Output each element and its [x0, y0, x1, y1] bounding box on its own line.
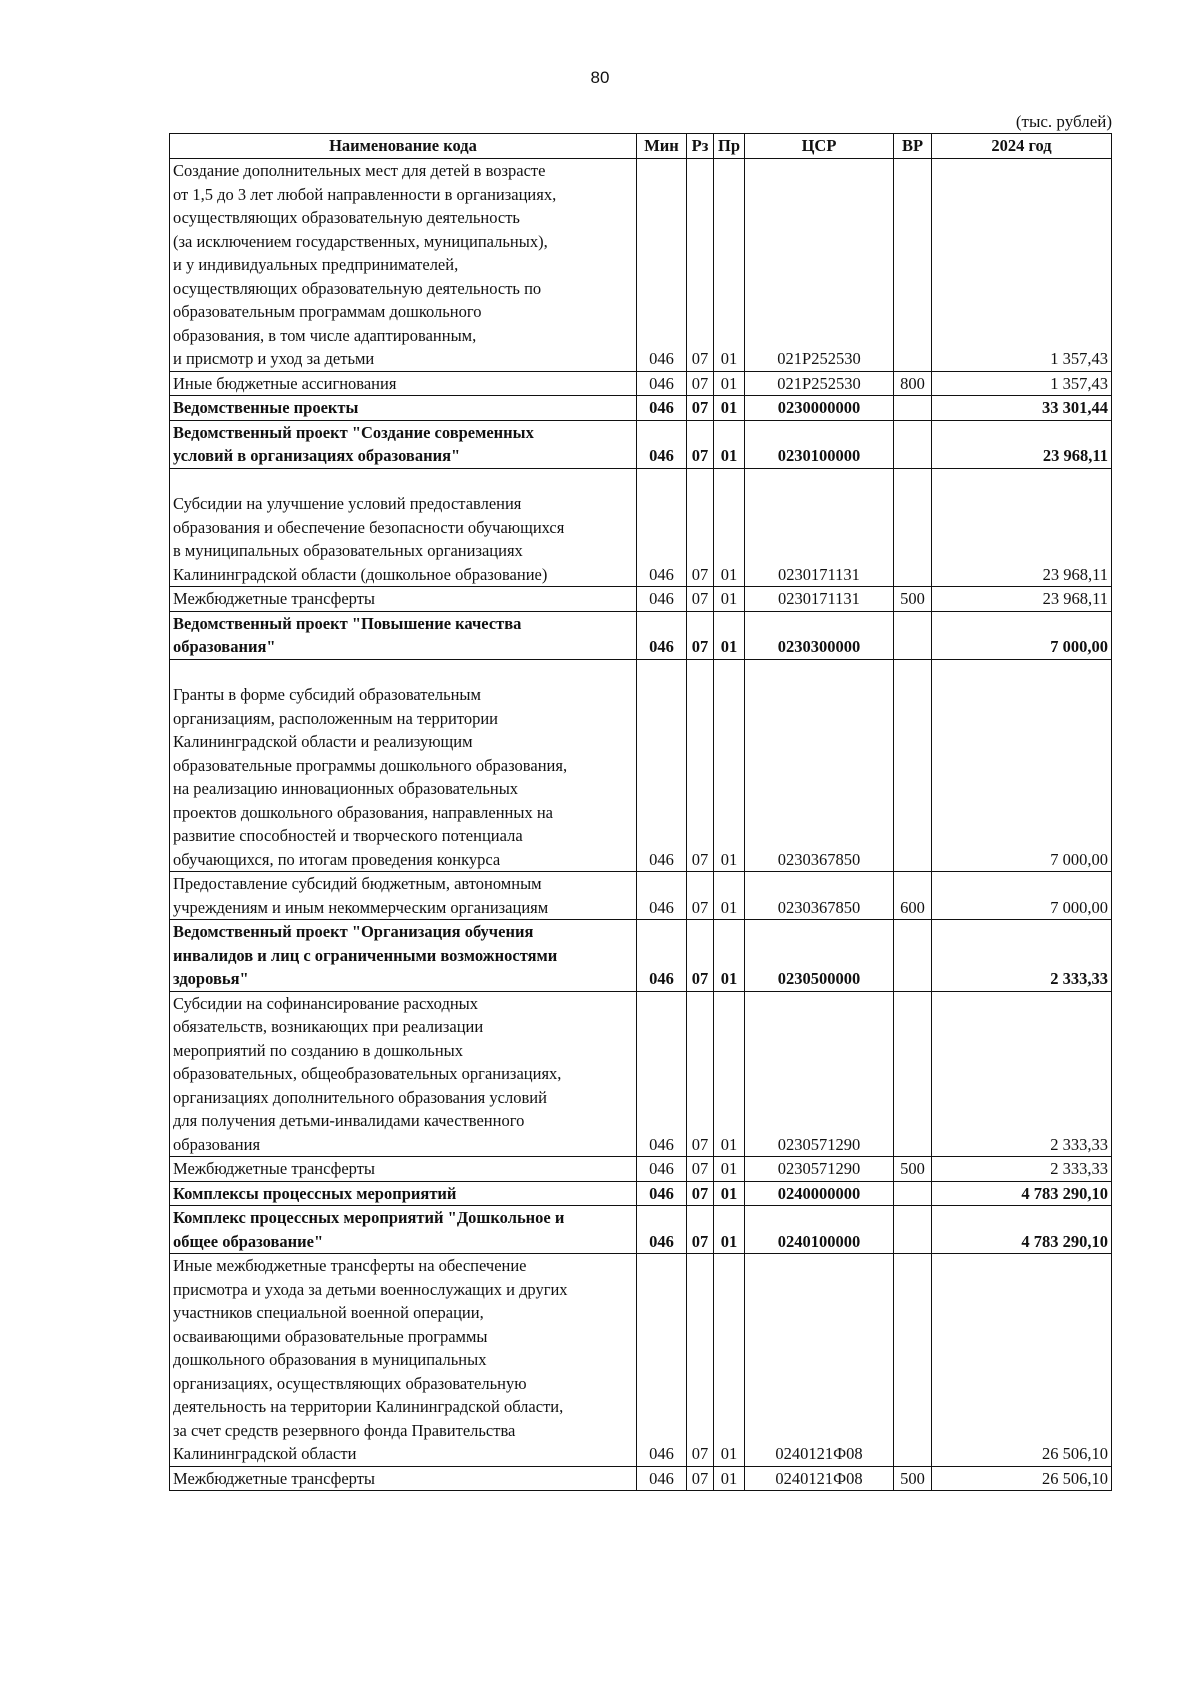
- row-rz: 07: [687, 1181, 714, 1206]
- row-amount: 7 000,00: [932, 611, 1112, 659]
- row-csr: 021P252530: [745, 371, 894, 396]
- row-min: 046: [637, 396, 687, 421]
- row-name-text: Комплекс процессных мероприятий "Дошкольное и общее образование": [173, 1208, 565, 1251]
- row-csr: 0230367850: [745, 659, 894, 872]
- row-min: 046: [637, 1254, 687, 1467]
- row-csr: 0230571290: [745, 1157, 894, 1182]
- table-row: [170, 1157, 1112, 1182]
- row-pr: 01: [714, 920, 745, 992]
- row-pr: 01: [714, 587, 745, 612]
- table-row: [170, 1181, 1112, 1206]
- row-name-text: Межбюджетные трансферты: [173, 589, 376, 608]
- row-amount: 2 333,33: [932, 1157, 1112, 1182]
- row-min: 046: [637, 420, 687, 468]
- units-label: (тыс. рублей): [1015, 112, 1112, 131]
- col-header-vr: ВР: [894, 134, 932, 159]
- row-vr: [894, 468, 932, 587]
- row-csr: 0230367850: [745, 872, 894, 920]
- row-vr: [894, 159, 932, 372]
- row-name-text: Межбюджетные трансферты: [173, 1468, 376, 1488]
- row-pr: 01: [714, 872, 745, 920]
- col-header-rz: Рз: [687, 134, 714, 159]
- row-amount: 23 968,11: [932, 420, 1112, 468]
- table-header-row: [170, 134, 1112, 159]
- row-name-text: Ведомственный проект "Организация обучения инвалидов и лиц с ограниченными возможностями здоровья": [173, 922, 558, 988]
- row-vr: [894, 396, 932, 421]
- row-min: 046: [637, 468, 687, 587]
- row-rz: 07: [687, 1254, 714, 1467]
- row-rz: 07: [687, 659, 714, 872]
- row-name-text: Ведомственные проекты: [173, 398, 359, 417]
- row-pr: 01: [714, 1466, 745, 1491]
- row-pr: 01: [714, 371, 745, 396]
- col-header-name: Наименование кода: [170, 134, 637, 159]
- row-rz: 07: [687, 396, 714, 421]
- row-vr: 600: [894, 872, 932, 920]
- row-vr: [894, 920, 932, 992]
- row-csr: 0230000000: [745, 396, 894, 421]
- row-rz: 07: [687, 420, 714, 468]
- col-header-csr: ЦСР: [745, 134, 894, 159]
- row-name-text: Комплексы процессных мероприятий: [173, 1183, 457, 1203]
- row-min: 046: [637, 159, 687, 372]
- row-vr: [894, 420, 932, 468]
- row-name: [170, 611, 637, 659]
- row-amount: 33 301,44: [932, 396, 1112, 421]
- row-amount: 4 783 290,10: [932, 1206, 1112, 1254]
- col-header-year: 2024 год: [932, 134, 1112, 159]
- table-row: [170, 1254, 1112, 1467]
- row-min: 046: [637, 1181, 687, 1206]
- row-rz: 07: [687, 991, 714, 1157]
- row-name-text: Субсидии на улучшение условий предоставления образования и обеспечение безопасности обучающихся в муниципальных образовательных организациях Калининградской области (дошкольное образование): [173, 494, 565, 584]
- row-name-text: Ведомственный проект "Повышение качества образования": [173, 613, 522, 656]
- row-amount: 1 357,43: [932, 371, 1112, 396]
- table-row: [170, 371, 1112, 396]
- row-name: [170, 991, 637, 1157]
- row-rz: 07: [687, 920, 714, 992]
- row-min: 046: [637, 920, 687, 992]
- row-csr: 0230100000: [745, 420, 894, 468]
- row-rz: 07: [687, 1206, 714, 1254]
- row-pr: 01: [714, 659, 745, 872]
- row-amount: 26 506,10: [932, 1466, 1112, 1491]
- row-name: [170, 396, 637, 421]
- row-pr: 01: [714, 1157, 745, 1182]
- table-row: [170, 1466, 1112, 1491]
- row-name: [170, 1181, 637, 1206]
- row-name-text: Создание дополнительных мест для детей в возрасте от 1,5 до 3 лет любой направленности в организациях, осуществляющих образовательную деятельность (за исключением государственных, муниципальных), и у индивидуальных предпринимателей, осуществляющих образовательную деятельность по образовательным программам дошкольного образования, в том числе адаптированным, и присмотр и уход за детьми: [173, 161, 557, 368]
- row-vr: [894, 611, 932, 659]
- row-name-text: Ведомственный проект "Создание современных условий в организациях образования": [173, 422, 534, 465]
- row-name-text: Иные бюджетные ассигнования: [173, 373, 397, 393]
- table-row: [170, 159, 1112, 372]
- row-name-text: Гранты в форме субсидий образовательным организациям, расположенным на территории Калининградской области и реализующим образовательные программы дошкольного образования, на реализацию инновационных образовательных проектов дошкольного образования, направленных на развитие способностей и творческого потенциала обучающихся, по итогам проведения конкурса: [173, 685, 568, 869]
- row-vr: 500: [894, 587, 932, 612]
- row-pr: 01: [714, 159, 745, 372]
- row-amount: 4 783 290,10: [932, 1181, 1112, 1206]
- row-amount: 2 333,33: [932, 920, 1112, 992]
- row-csr: 0230500000: [745, 920, 894, 992]
- row-name: [170, 1254, 637, 1467]
- row-name: [170, 1206, 637, 1254]
- row-pr: 01: [714, 1254, 745, 1467]
- row-amount: 2 333,33: [932, 991, 1112, 1157]
- table-row: [170, 468, 1112, 587]
- row-name-text: Межбюджетные трансферты: [173, 1159, 376, 1178]
- table-row: [170, 872, 1112, 920]
- row-rz: 07: [687, 611, 714, 659]
- table-row: [170, 396, 1112, 421]
- budget-table: [169, 133, 1112, 1491]
- row-name: [170, 587, 637, 612]
- row-csr: 021P252530: [745, 159, 894, 372]
- row-pr: 01: [714, 468, 745, 587]
- row-csr: 0240100000: [745, 1206, 894, 1254]
- row-vr: [894, 659, 932, 872]
- row-name: [170, 420, 637, 468]
- row-rz: 07: [687, 1466, 714, 1491]
- row-amount: 1 357,43: [932, 159, 1112, 372]
- row-name: [170, 920, 637, 992]
- row-name: [170, 468, 637, 587]
- row-vr: 800: [894, 371, 932, 396]
- row-rz: 07: [687, 468, 714, 587]
- col-header-min: Мин: [637, 134, 687, 159]
- row-min: 046: [637, 611, 687, 659]
- table-row: [170, 587, 1112, 612]
- row-name: [170, 371, 637, 396]
- table-row: [170, 659, 1112, 872]
- row-name-text: Иные межбюджетные трансферты на обеспечение присмотра и ухода за детьми военнослужащих и других участников специальной военной операции, осваивающими образовательные программы дошкольного образования в муниципальных организациях, осуществляющих образовательную деятельность на территории Калининградской области, за счет средств резервного фонда Правительства Калининградской области: [173, 1256, 568, 1463]
- row-name: [170, 659, 637, 872]
- table-row: [170, 920, 1112, 992]
- row-amount: 23 968,11: [932, 587, 1112, 612]
- row-vr: [894, 1181, 932, 1206]
- row-min: 046: [637, 872, 687, 920]
- row-csr: 0230571290: [745, 991, 894, 1157]
- table-body: [170, 159, 1112, 1491]
- row-min: 046: [637, 1206, 687, 1254]
- table-row: [170, 611, 1112, 659]
- row-vr: 500: [894, 1466, 932, 1491]
- row-pr: 01: [714, 1206, 745, 1254]
- row-name: [170, 159, 637, 372]
- row-min: 046: [637, 1157, 687, 1182]
- row-vr: [894, 991, 932, 1157]
- table-row: [170, 420, 1112, 468]
- row-rz: 07: [687, 587, 714, 612]
- row-amount: 26 506,10: [932, 1254, 1112, 1467]
- col-header-pr: Пр: [714, 134, 745, 159]
- row-amount: 7 000,00: [932, 872, 1112, 920]
- row-rz: 07: [687, 872, 714, 920]
- row-min: 046: [637, 659, 687, 872]
- row-pr: 01: [714, 1181, 745, 1206]
- table-row: [170, 991, 1112, 1157]
- row-csr: 0230171131: [745, 468, 894, 587]
- row-pr: 01: [714, 611, 745, 659]
- row-min: 046: [637, 1466, 687, 1491]
- row-pr: 01: [714, 991, 745, 1157]
- row-name: [170, 872, 637, 920]
- row-amount: 23 968,11: [932, 468, 1112, 587]
- row-vr: 500: [894, 1157, 932, 1182]
- row-csr: 0240121Ф08: [745, 1254, 894, 1467]
- row-csr: 0230300000: [745, 611, 894, 659]
- row-rz: 07: [687, 371, 714, 396]
- row-rz: 07: [687, 159, 714, 372]
- row-name: [170, 1157, 637, 1182]
- row-vr: [894, 1254, 932, 1467]
- row-min: 046: [637, 991, 687, 1157]
- row-rz: 07: [687, 1157, 714, 1182]
- table-row: [170, 1206, 1112, 1254]
- row-amount: 7 000,00: [932, 659, 1112, 872]
- row-name: [170, 1466, 637, 1491]
- row-csr: 0240121Ф08: [745, 1466, 894, 1491]
- row-name-text: Предоставление субсидий бюджетным, автономным учреждениям и иным некоммерческим организациям: [173, 874, 549, 917]
- row-min: 046: [637, 371, 687, 396]
- row-pr: 01: [714, 420, 745, 468]
- row-pr: 01: [714, 396, 745, 421]
- row-name-text: Субсидии на софинансирование расходных обязательств, возникающих при реализации мероприятий по созданию в дошкольных образовательных, общеобразовательных организациях, организациях дополнительного образования условий для получения детьми-инвалидами качественного образования: [173, 993, 562, 1154]
- row-csr: 0230171131: [745, 587, 894, 612]
- row-csr: 0240000000: [745, 1181, 894, 1206]
- page-number: 80: [590, 68, 610, 87]
- row-min: 046: [637, 587, 687, 612]
- row-vr: [894, 1206, 932, 1254]
